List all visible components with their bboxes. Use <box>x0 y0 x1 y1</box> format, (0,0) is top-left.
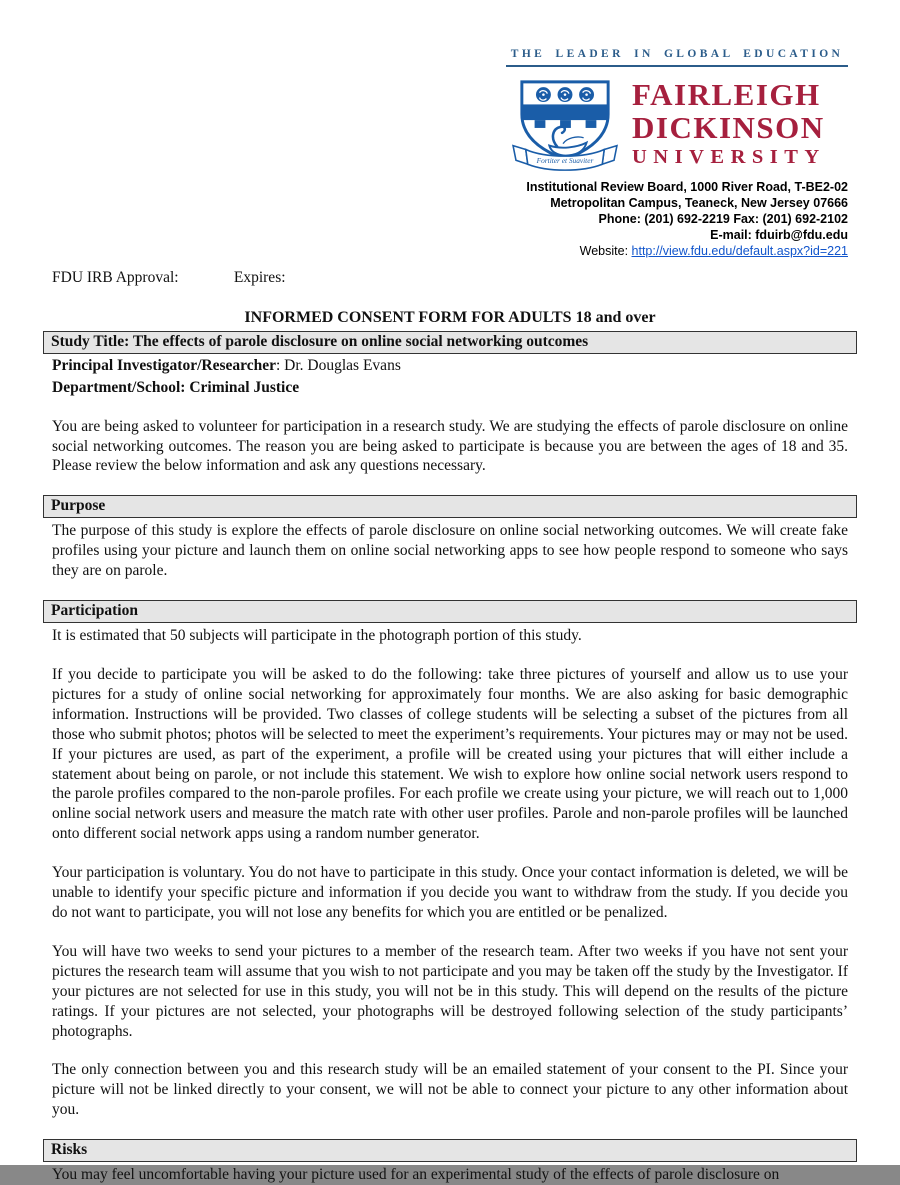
irb-approval-label: FDU IRB Approval: <box>52 269 179 286</box>
study-title-bar: Study Title: The effects of parole disclosure on online social networking outcomes <box>43 331 857 354</box>
department-line: Department/School: Criminal Justice <box>52 378 300 396</box>
irb-approval-row <box>52 269 848 287</box>
address-line-1: Institutional Review Board, 1000 River Road, T-BE2-02 <box>526 180 848 194</box>
pi-label: Principal Investigator/Researcher <box>52 357 276 374</box>
university-crest-icon <box>506 75 624 175</box>
intro-paragraph: You are being asked to volunteer for participation in a research study. We are studying the effects of parole disclosure on online social networking outcomes. The reason you are being asked to participate is because you are between the ages of 18 and 35. Please review the below information and ask any questions necessary. <box>52 417 848 475</box>
participation-paragraph-2: If you decide to participate you will be asked to do the following: take three pictures of yourself and allow us to use your pictures for a study of online social networking for approximately four months. We are also asking for basic demographic information. Instructions will be provided. Two classes of college students will be selecting a subset of the pictures from all those who submit photos; photos will be selected to meet the experiment’s requirements. Your pictures may or may not be used. If your pictures are used, as part of the experiment, a profile will be created using your pictures that will either include a statement about being on parole, or not include this statement. We wish to explore how online social network users respond to the parole profiles compared to the non-parole profiles. For each profile we create using your picture, we will reach out to 1,000 online social network users and measure the match rate with other user profiles. Parole and non-parole profiles will be launched onto different social network apps using a random number generator. <box>52 666 848 843</box>
address-website-line <box>506 243 848 259</box>
wordmark-dickinson: DICKINSON <box>632 109 825 145</box>
university-wordmark <box>632 75 826 169</box>
address-line-2: Metropolitan Campus, Teaneck, New Jersey 07666 <box>550 196 848 210</box>
address-line-4: E-mail: fduirb@fdu.edu <box>710 228 848 242</box>
university-logo <box>506 75 848 175</box>
university-tagline: THE LEADER IN GLOBAL EDUCATION <box>506 48 848 67</box>
participation-paragraph-4: You will have two weeks to send your pictures to a member of the research team. After two weeks if you have not sent your pictures the research team will assume that you wish to not participate and you may be taken off the study by the Investigator. If your pictures are not selected for use in this study, you will not be in this study. This will depend on the results of the picture ratings. If your pictures are not selected, your photographs will be destroyed following selection of the study participants’ photographs. <box>52 942 848 1040</box>
university-letterhead <box>506 48 848 259</box>
participation-paragraph-1: It is estimated that 50 subjects will participate in the photograph portion of this study. <box>52 627 582 645</box>
irb-website-link[interactable]: http://view.fdu.edu/default.aspx?id=221 <box>631 244 848 258</box>
document-title: INFORMED CONSENT FORM FOR ADULTS 18 and over <box>244 309 656 326</box>
purpose-paragraph: The purpose of this study is explore the effects of parole disclosure on online social networking outcomes. We will create fake profiles using your picture and launch them on online social networking apps to see how people respond to someone who says they are on parole. <box>52 522 848 580</box>
section-heading-risks: Risks <box>43 1139 857 1162</box>
participation-paragraph-3: Your participation is voluntary. You do not have to participate in this study. Once your contact information is deleted, we will be unable to identify your specific picture and information if you decide you want to withdraw from the study. If you decide you do not want to participate, you will not lose any benefits for which you are entitled or be penalized. <box>52 864 848 921</box>
participation-paragraph-5: The only connection between you and this research study will be an emailed statement of your consent to the PI. Since your picture will not be linked directly to your consent, we will not be able to connect your picture to any other information about you. <box>52 1061 848 1119</box>
irb-address-block <box>506 179 848 259</box>
section-heading-purpose: Purpose <box>43 495 857 518</box>
section-heading-participation: Participation <box>43 600 857 623</box>
pi-value: : Dr. Douglas Evans <box>276 357 401 374</box>
address-line-3: Phone: (201) 692-2219 Fax: (201) 692-2102 <box>598 212 848 226</box>
wordmark-fairleigh: FAIRLEIGH <box>632 77 821 112</box>
risks-paragraph: You may feel uncomfortable having your picture used for an experimental study of the effects of parole disclosure on <box>52 1166 780 1184</box>
principal-investigator-line <box>52 356 848 376</box>
wordmark-university: UNIVERSITY <box>632 146 826 169</box>
irb-expires-label: Expires: <box>233 269 286 286</box>
website-label: Website: <box>579 244 632 258</box>
crest-motto: Fortiter et Suaviter <box>536 156 594 166</box>
